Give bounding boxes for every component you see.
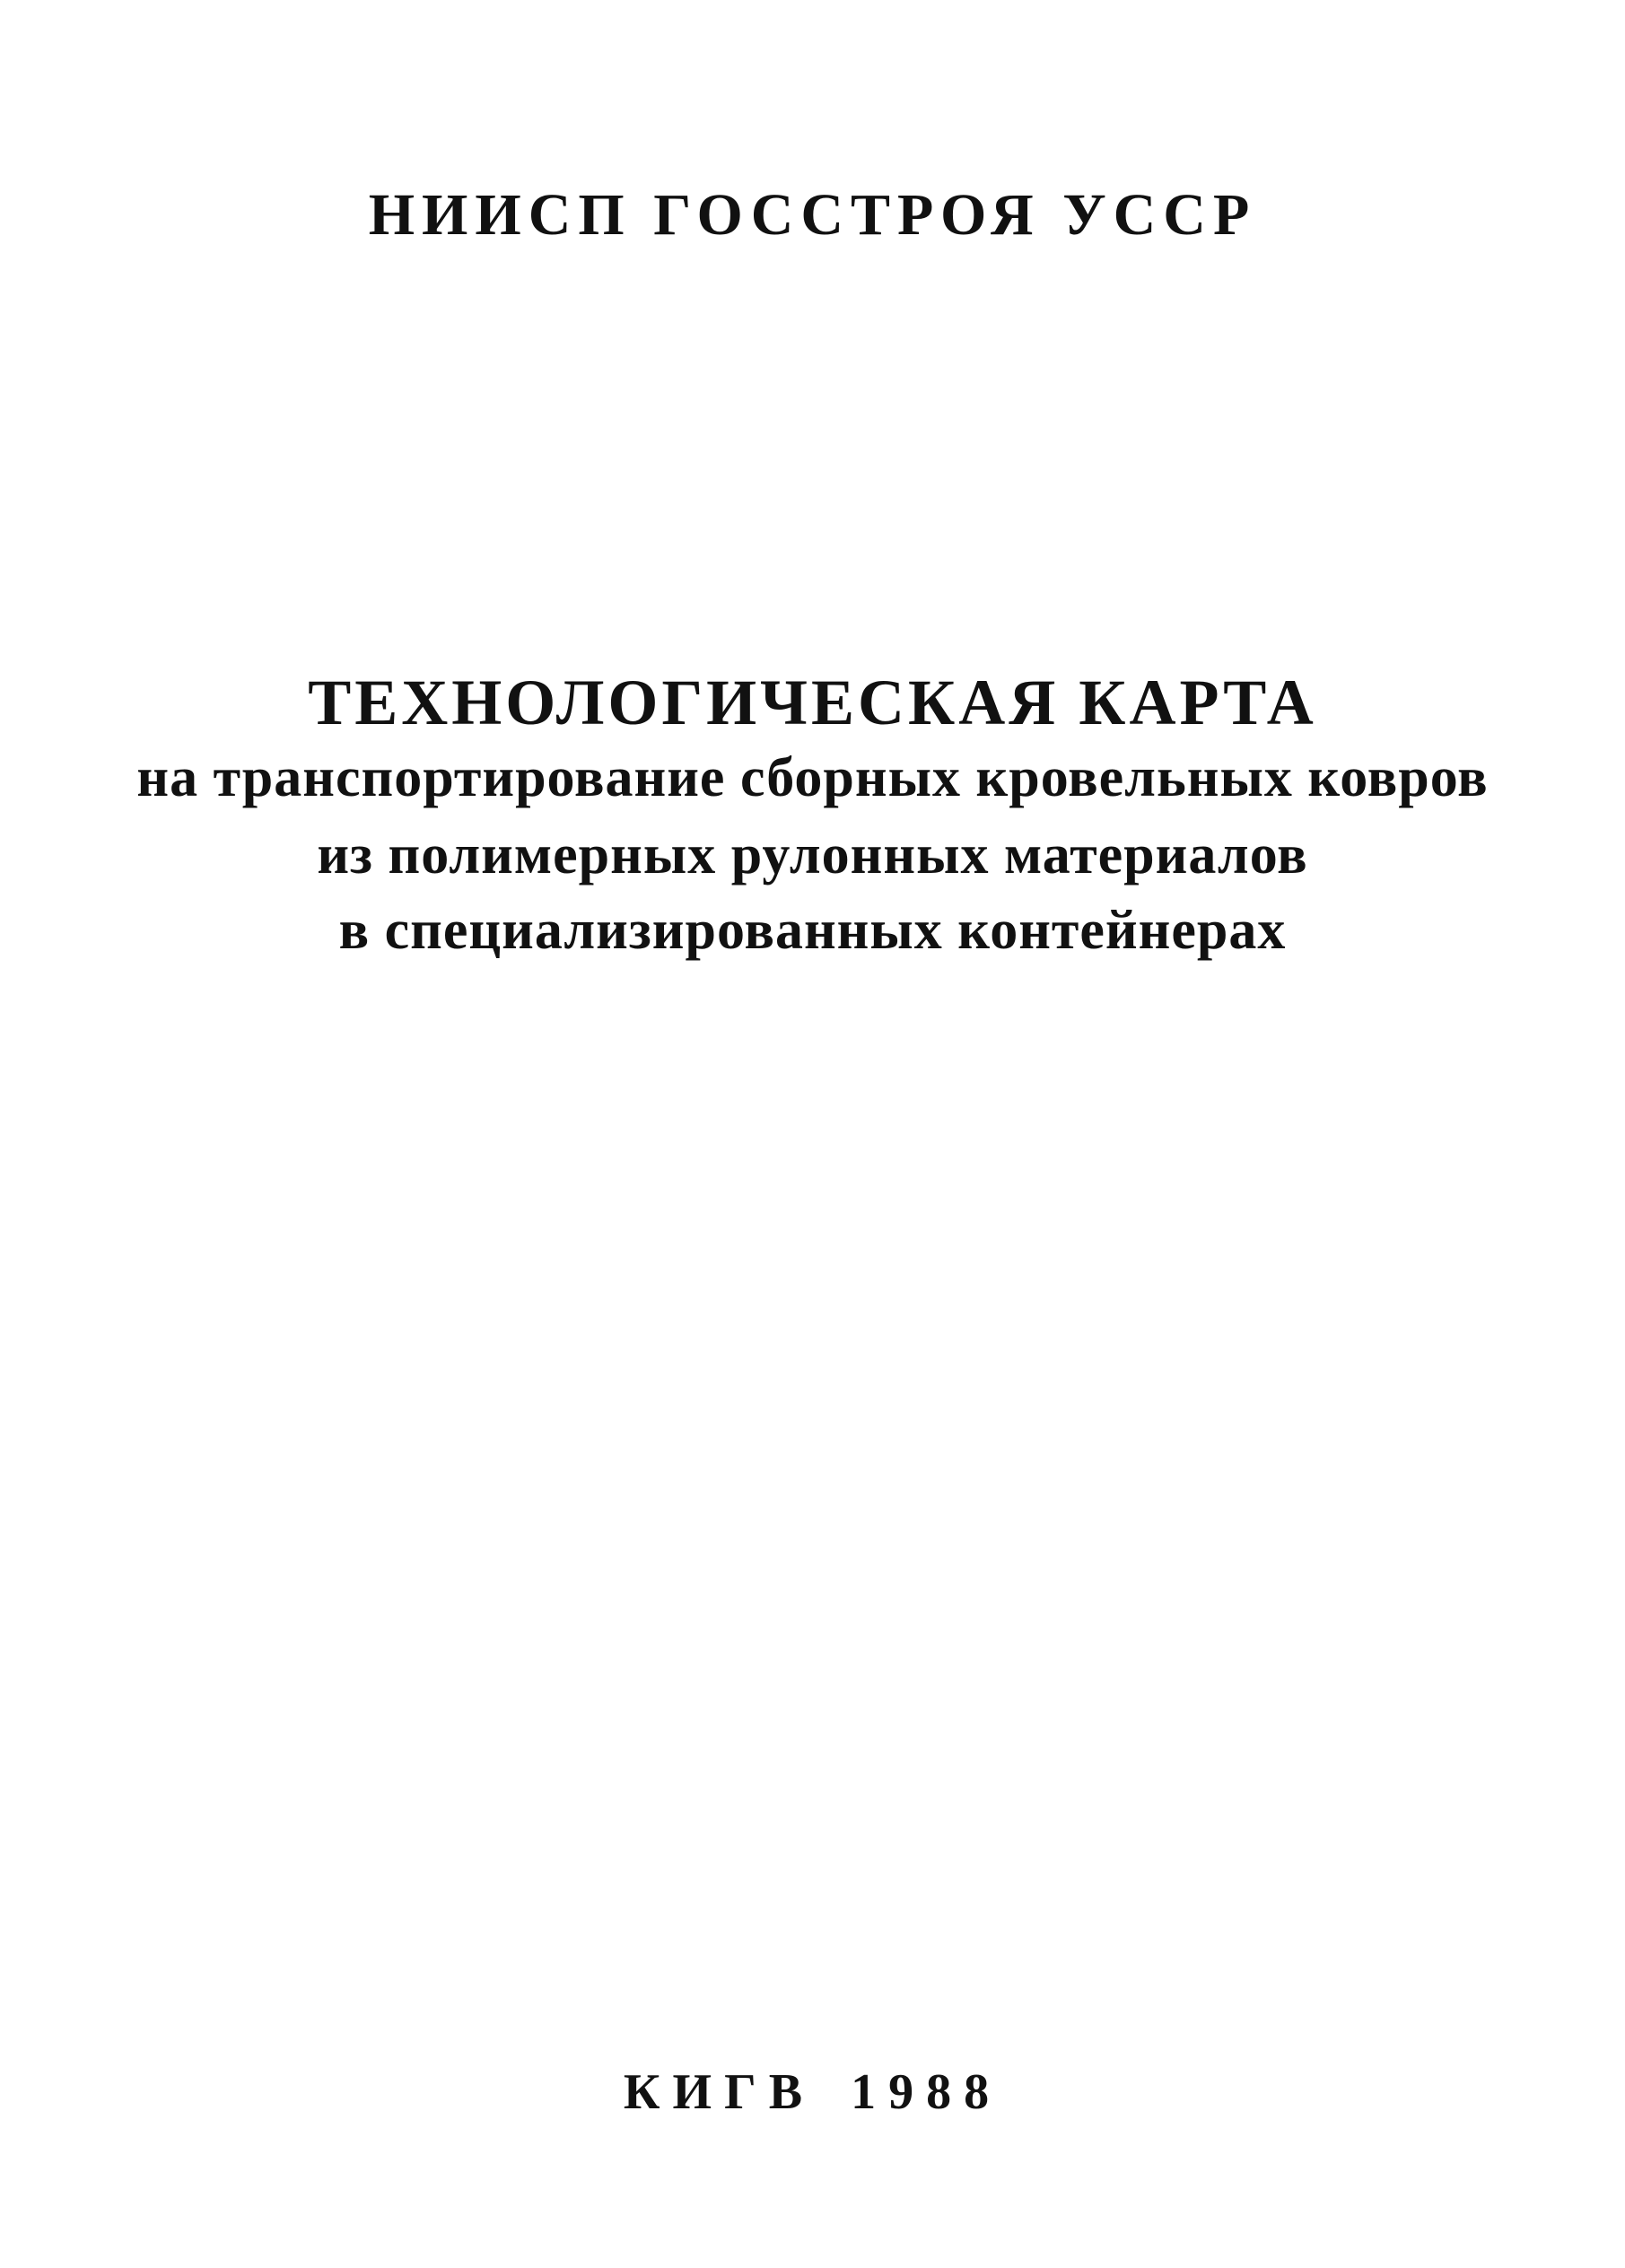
publication-place: КИГВ [623, 2064, 816, 2120]
subtitle-line-2: из полимерных рулонных материалов [317, 824, 1308, 885]
subtitle-line-3: в специализированных контейнерах [338, 900, 1287, 961]
document-title: ТЕХНОЛОГИЧЕСКАЯ КАРТА [308, 667, 1317, 738]
subtitle-line-1: на транспортирование сборных кровельных ковров [136, 747, 1489, 808]
imprint-footer [0, 2063, 1625, 2121]
publication-year: 1988 [851, 2064, 1002, 2120]
organization-header: НИИСП ГОССТРОЯ УССР [368, 182, 1257, 248]
